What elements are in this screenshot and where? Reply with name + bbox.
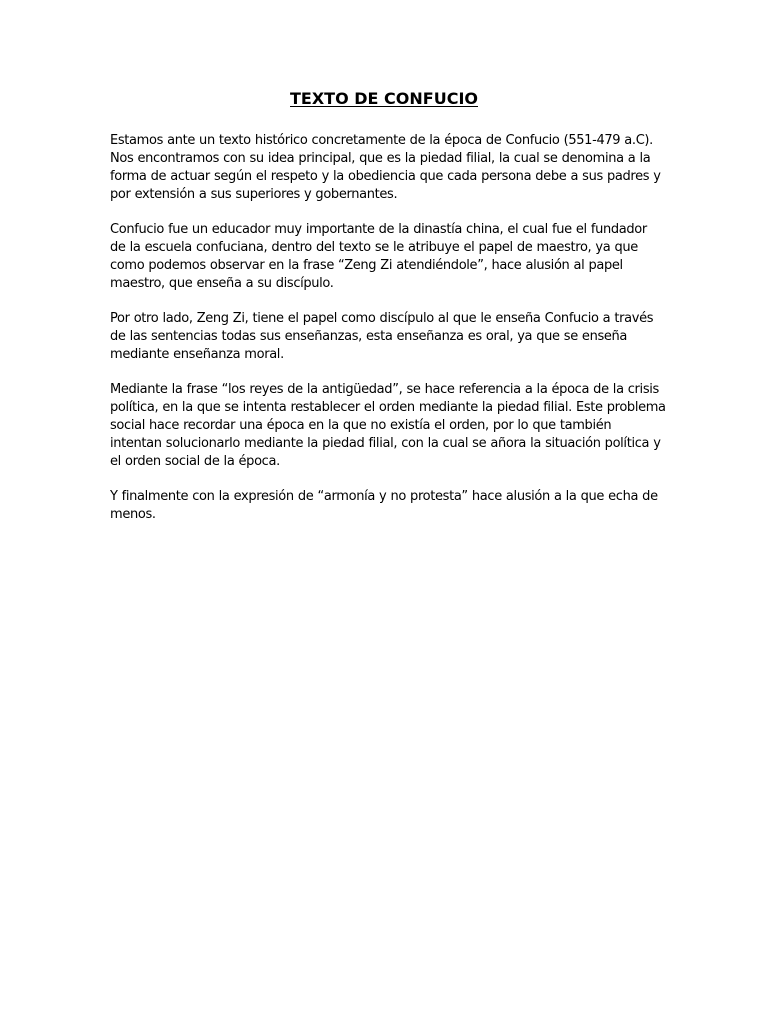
document-title: TEXTO DE CONFUCIO — [290, 89, 478, 108]
document-body — [110, 132, 666, 541]
paragraph: Confucio fue un educador muy importante de la dinastía china, el cual fue el fundador de la escuela confuciana, dentro del texto se le atribuye el papel de maestro, ya que como podemos observar en la frase “Zeng Zi atendiéndole”, hace alusión al papel maestro, que enseña a su discípulo. — [110, 222, 647, 291]
paragraph: Por otro lado, Zeng Zi, tiene el papel como discípulo al que le enseña Confucio a través de las sentencias todas sus enseñanzas, esta enseñanza es oral, ya que se enseña mediante enseñanza moral. — [110, 311, 654, 362]
paragraph: Estamos ante un texto histórico concretamente de la época de Confucio (551-479 a.C). Nos encontramos con su idea principal, que es la piedad filial, la cual se denomina a la forma de actuar según el respeto y la obediencia que cada persona debe a sus padres y por extensión a sus superiores y gobernantes. — [110, 133, 661, 202]
paragraph: Y finalmente con la expresión de “armonía y no protesta” hace alusión a la que echa de menos. — [110, 489, 658, 522]
paragraph: Mediante la frase “los reyes de la antigüedad”, se hace referencia a la época de la crisis política, en la que se intenta restablecer el orden mediante la piedad filial. Este problema social hace recordar una época en la que no existía el orden, por lo que también intentan solucionarlo mediante la piedad filial, con la cual se añora la situación política y el orden social de la época. — [110, 382, 666, 469]
